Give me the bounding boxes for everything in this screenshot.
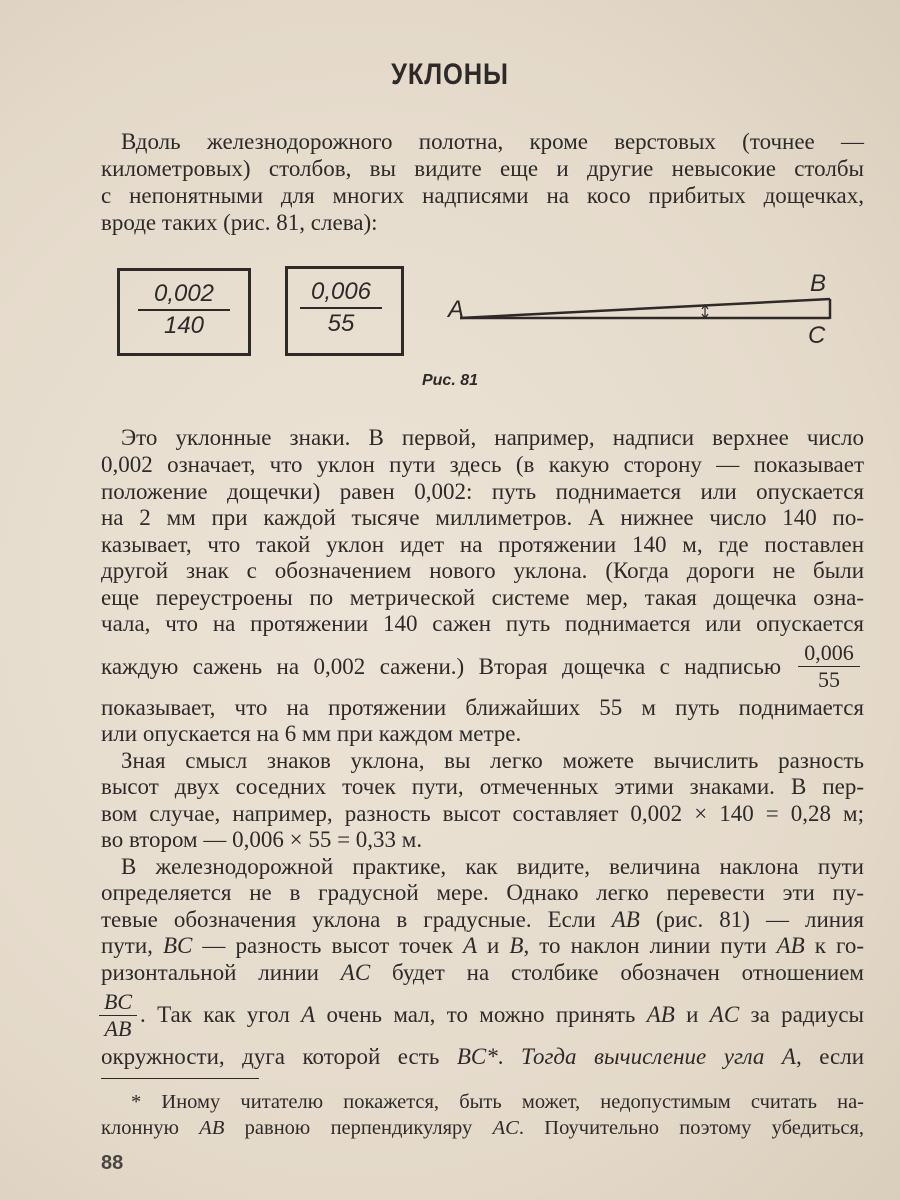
math: AC — [492, 1117, 519, 1139]
sign-numerator: 0,002 — [138, 279, 230, 311]
text: будет на столбике обозначен отношением — [370, 960, 864, 985]
slope-diagram — [0, 0, 900, 400]
text: клонную — [101, 1117, 200, 1139]
sign-denominator: 140 — [163, 312, 205, 339]
text-line: каждую сажень на 0,002 сажени.) Вторая дощечка с надписью — [101, 654, 781, 679]
text: и — [674, 1002, 710, 1027]
math: A — [462, 933, 477, 958]
page-number: 88 — [101, 1152, 124, 1174]
page-title: УКЛОНЫ — [391, 58, 509, 91]
text: ризонтальной линии — [101, 960, 341, 985]
text-line: Это уклонные знаки. В первой, например, надписи верхнее число — [121, 425, 864, 450]
math: A — [301, 1002, 316, 1027]
fraction-denominator: AB — [104, 1016, 132, 1041]
point-a-label: A — [448, 296, 465, 323]
footnote-line: * Иному читателю покажется, быть может, недопустимым считать на- — [131, 1091, 864, 1113]
text: . Так как угол — [140, 1002, 302, 1027]
text-line: 0,002 означает, что уклон пути здесь (в какую сторону — показывает — [101, 452, 864, 477]
text: очень мал, то можно принять — [315, 1002, 647, 1027]
text: , если — [795, 1044, 865, 1069]
math: BC — [162, 933, 193, 958]
text-line: В железнодорожной практике, как видите, величина наклона пути — [121, 854, 864, 879]
footnote-rule — [101, 1078, 259, 1079]
math: AC — [709, 1002, 740, 1027]
point-b-label: B — [810, 270, 827, 297]
ratio-fraction — [99, 989, 137, 1042]
text-line: определяется не в градусной мере. Однако легко перевести эти пу- — [101, 880, 864, 905]
text: окружности, дуга которой есть — [101, 1044, 457, 1069]
text: , то наклон линии пути — [523, 933, 777, 958]
text-line — [101, 959, 864, 987]
text-line: на 2 мм при каждой тысяче миллиметров. А нижнее число 140 по- — [101, 505, 864, 530]
figure-caption: Рис. 81 — [421, 372, 479, 389]
math: AC — [340, 960, 371, 985]
text-line: положение дощечки) равен 0,002: путь поднимается или опускается — [101, 479, 864, 504]
text-line: или опускается на 6 мм при каждом метре. — [101, 721, 522, 746]
math: AB — [646, 1002, 675, 1027]
fraction-denominator: 55 — [818, 667, 840, 692]
text: пути, — [101, 933, 163, 958]
inline-fraction — [798, 640, 860, 693]
text: . Поучительно поэтому убедиться, — [518, 1117, 864, 1139]
text-line: казывает, что такой уклон идет на протяжении 140 м, где поставлен — [101, 532, 864, 557]
math: B — [509, 933, 524, 958]
text-line: вом случае, например, разность высот составляет 0,002 × 140 = 0,28 м; — [101, 801, 864, 826]
fraction-numerator: BC — [99, 989, 137, 1016]
text-line: еще переустроены по метрической системе мер, такая дощечка озна- — [101, 585, 864, 610]
text-line: Вдоль железнодорожного полотна, кроме верстовых (точнее — — [121, 129, 864, 154]
text-line: километровых) столбов, вы видите еще и другие невысокие столбы — [101, 156, 864, 181]
sign-numerator: 0,006 — [300, 277, 382, 309]
math: BC* — [456, 1044, 498, 1069]
text: . — [497, 1044, 521, 1069]
point-c-label: C — [808, 322, 826, 349]
text-line: чала, что на протяжении 140 сажен путь поднимается или опускается — [101, 611, 864, 636]
text: равною перпендикуляру — [224, 1117, 493, 1139]
text-line — [101, 932, 864, 960]
fraction-numerator: 0,006 — [798, 640, 860, 667]
text: к го- — [804, 933, 865, 958]
text-line — [101, 1043, 864, 1071]
text-line: вроде таких (рис. 81, слева): — [101, 210, 378, 235]
text: (рис. 81) — линия — [639, 907, 864, 932]
text-line: другой знак с обозначением нового уклона. (Когда дороги не были — [101, 558, 864, 583]
text-line: во втором — 0,006 × 55 = 0,33 м. — [101, 827, 423, 852]
text-line: высот двух соседних точек пути, отмеченных этими знаками. В пер- — [101, 774, 864, 799]
text-line: с непонятными для многих надписями на косо прибитых дощечках, — [101, 183, 864, 208]
text-line: Зная смысл знаков уклона, вы легко можете вычислить разность — [121, 748, 864, 773]
text-line: показывает, что на протяжении ближайших 55 м путь поднимается — [101, 695, 864, 720]
sign-denominator: 55 — [327, 310, 355, 337]
math: AB — [199, 1117, 225, 1139]
text: — разность высот точек — [192, 933, 463, 958]
math: AB — [611, 907, 640, 932]
footnote-line — [101, 1114, 864, 1142]
italic-text: Тогда вычисление угла А — [520, 1044, 796, 1069]
text-line — [101, 906, 864, 934]
text: и — [477, 933, 510, 958]
text: тевые обозначения уклона в градусные. Если — [101, 907, 612, 932]
line-ab — [460, 299, 830, 318]
text: за радиусы — [739, 1002, 864, 1027]
math: AB — [776, 933, 805, 958]
text-line — [140, 1001, 864, 1029]
